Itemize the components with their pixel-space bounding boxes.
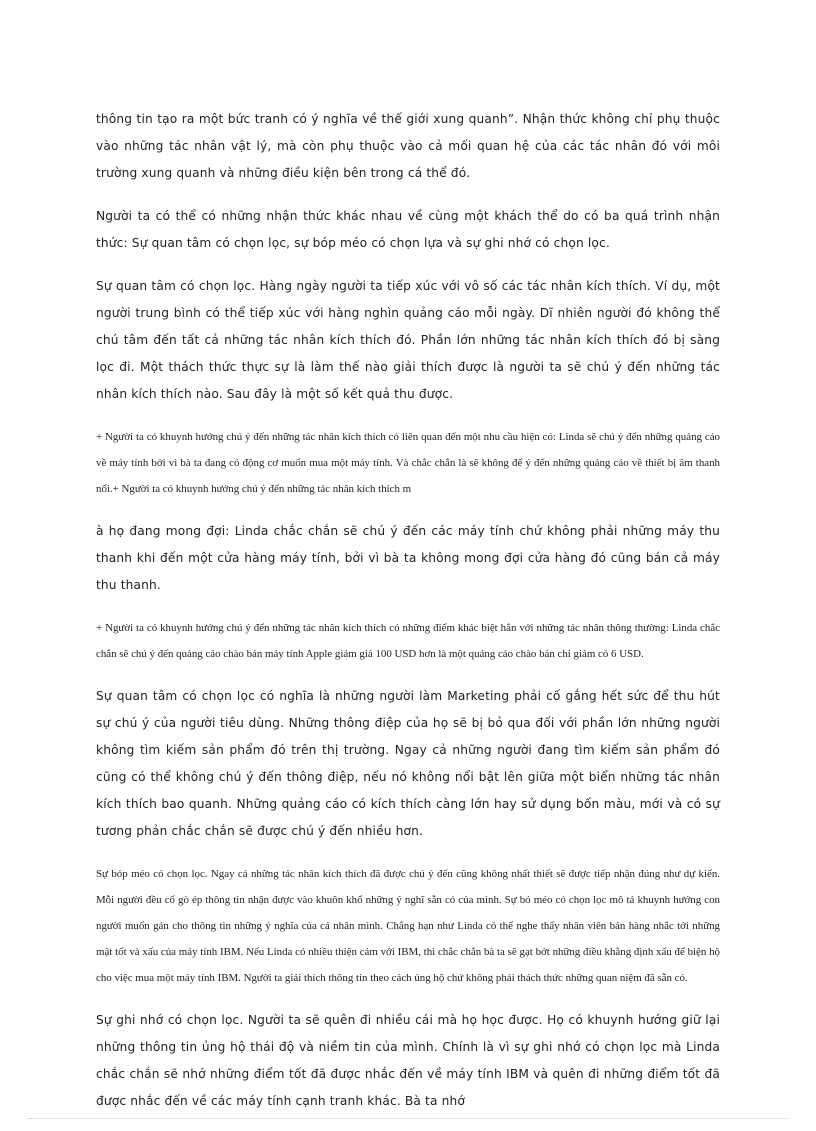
- paragraph-selective-retention: Sự ghi nhớ có chọn lọc. Người ta sẽ quên đi nhiều cái mà họ học được. Họ có khuynh hướng giữ lại những thông tin ủng hộ thái độ và niềm tin của mình. Chính là vì sự ghi nhớ có chọn lọc mà Linda chắc chắn sẽ nhớ những điểm tốt đã được nhắc đến về máy tính IBM và quên đi những điểm tốt đã được nhắc đến về các máy tính cạnh tranh khác. Bà ta nhớ: [96, 1013, 720, 1108]
- paragraph-perception-intro: thông tin tạo ra một bức tranh có ý nghĩa về thế giới xung quanh”. Nhận thức không chỉ phụ thuộc vào những tác nhân vật lý, mà còn phụ thuộc vào cả mối quan hệ của các tác nhân đó với môi trường xung quanh và những điều kiện bên trong cá thể đó.: [96, 112, 720, 180]
- paragraph-attention-expect: à họ đang mong đợi: Linda chắc chắn sẽ chú ý đến các máy tính chứ không phải những máy thu thanh khi đến một cửa hàng máy tính, bởi vì bà ta không mong đợi cửa hàng đó cũng bán cả máy thu thanh.: [96, 524, 720, 592]
- paragraph-attention-need: + Người ta có khuynh hướng chú ý đến những tác nhân kích thích có liên quan đến một nhu cầu hiện có: Linda sẽ chú ý đến những quảng cáo về máy tính bởi vì bà ta đang có động cơ muốn mua một máy tính. Và chắc chắn là sẽ không để ý đến những quảng cáo về thiết bị âm thanh nổi.+ Người ta có khuynh hướng chú ý đến những tác nhân kích thích m: [96, 431, 720, 495]
- paragraph-three-processes: Người ta có thể có những nhận thức khác nhau về cùng một khách thể do có ba quá trình nhận thức: Sự quan tâm có chọn lọc, sự bóp méo có chọn lựa và sự ghi nhớ có chọn lọc.: [96, 209, 720, 250]
- paragraph-selective-distortion: Sự bóp méo có chọn lọc. Ngay cả những tác nhân kích thích đã được chú ý đến cũng không nhất thiết sẽ được tiếp nhận đúng như dự kiến. Mỗi người đều cố gò ép thông tin nhận được vào khuôn khổ những ý nghĩ sẵn có của mình. Sự bó méo có chọn lọc mô tả khuynh hướng con người muốn gán cho thông tin những ý nghĩa của cá nhân mình. Chẳng hạn như Linda có thể nghe thấy nhân viên bán hàng nhắc tới những mặt tốt và xấu của máy tính IBM. Nếu Linda có nhiều thiện cảm với IBM, thì chắc chắn bà ta sẽ gạt bớt những điều khẳng định xấu để biện hộ cho việc mua một máy tính IBM. Người ta giải thích thông tin theo cách ủng hộ chứ không phải thách thức những quan niệm đã sẵn có.: [96, 868, 720, 984]
- paragraph-selective-attention: Sự quan tâm có chọn lọc. Hàng ngày người ta tiếp xúc với vô số các tác nhân kích thích. Ví dụ, một người trung bình có thể tiếp xúc với hàng nghìn quảng cáo mỗi ngày. Dĩ nhiên người đó không thể chú tâm đến tất cả những tác nhân kích thích đó. Phần lớn những tác nhân kích thích đó bị sàng lọc đi. Một thách thức thực sự là làm thế nào giải thích được là người ta sẽ chú ý đến những tác nhân kích thích nào. Sau đây là một số kết quả thu được.: [96, 279, 720, 401]
- paragraph-marketing-attention: Sự quan tâm có chọn lọc có nghĩa là những người làm Marketing phải cố gắng hết sức để thu hút sự chú ý của người tiêu dùng. Những thông điệp của họ sẽ bị bỏ qua đối với phần lớn những người không tìm kiếm sản phẩm đó trên thị trường. Ngay cả những người đang tìm kiếm sản phẩm đó cũng có thể không chú ý đến thông điệp, nếu nó không nổi bật lên giữa một biển những tác nhân kích thích bao quanh. Những quảng cáo có kích thích càng lớn hay sử dụng bốn màu, mới và có sự tương phản chắc chắn sẽ được chú ý đến nhiều hơn.: [96, 689, 720, 838]
- paragraph-attention-difference: + Người ta có khuynh hướng chú ý đến những tác nhân kích thích có những điểm khác biệt hẳn với những tác nhân thông thường: Linda chắc chắn sẽ chú ý đến quảng cáo chào bán máy tính Apple giảm giá 100 USD hơn là một quảng cáo chào bán chỉ giảm có 6 USD.: [96, 622, 720, 660]
- document-body: [96, 106, 720, 1131]
- page-bottom-divider: [28, 1118, 788, 1119]
